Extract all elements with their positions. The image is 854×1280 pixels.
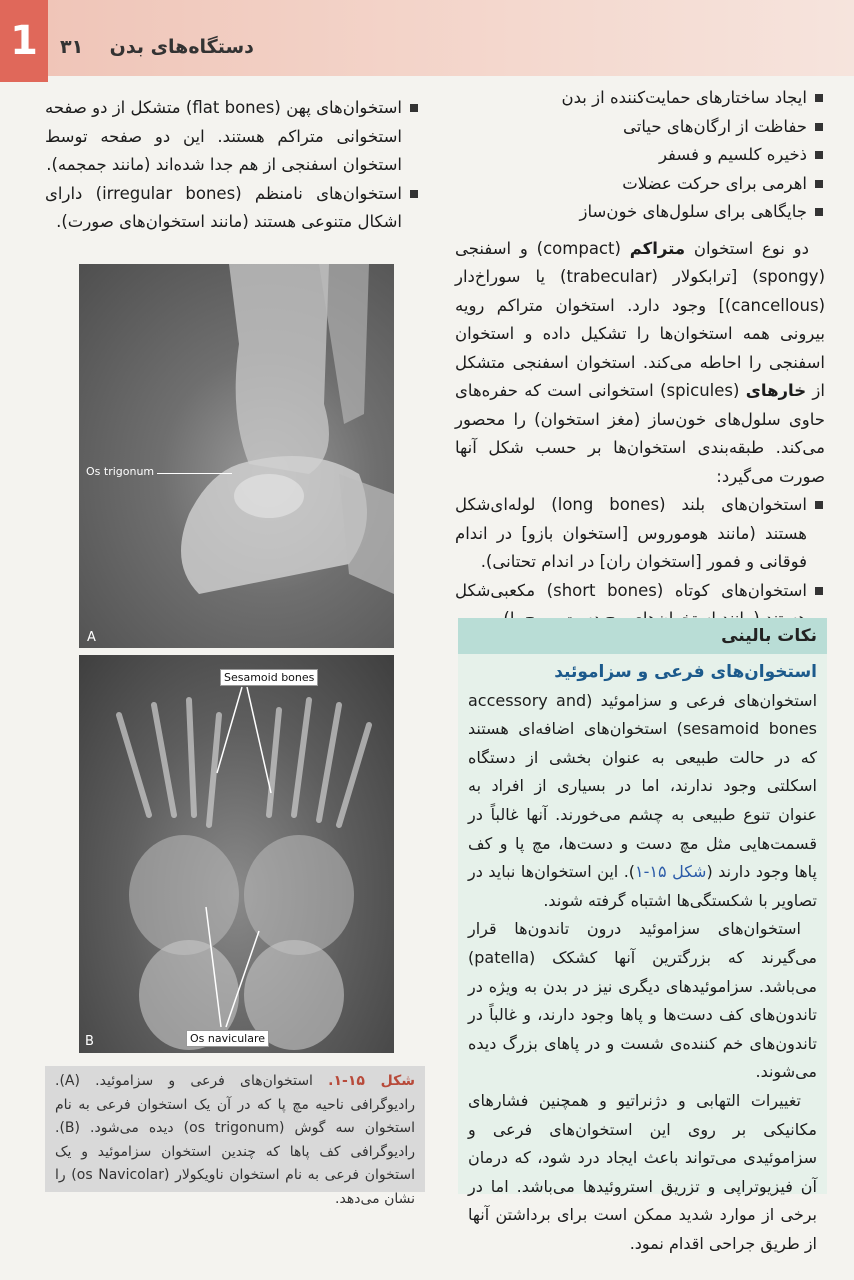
list-item: ذخیره کلسیم و فسفر: [455, 141, 825, 170]
list-item: اهرمی برای حرکت عضلات: [455, 170, 825, 199]
clinical-paragraph: [468, 687, 817, 916]
bold-term: متراکم: [629, 238, 686, 258]
running-title: [60, 36, 260, 58]
bone-shape-list: [455, 491, 825, 634]
os-trigonum-label: Os trigonum: [86, 465, 155, 478]
list-item: ایجاد ساختارهای حمایت‌کننده از بدن: [455, 84, 825, 113]
bone-shape-list-continued: [45, 94, 420, 237]
list-item: استخوان‌های بلند (long bones) لوله‌ای‌شکل هستند (مانند هوموروس [استخوان بازو] در اندام فوقانی و فمور [استخوان ران] در اندام تحتانی).: [455, 491, 825, 577]
clinical-paragraph: استخوان‌های سزاموئید درون تاندون‌ها قرار می‌گیرند که بزرگترین آنها کشکک (patella) می‌باشد. سزاموئیدهای دیگری نیز در بدن به ویژه در تاندون‌های کف دست‌ها و پاها وجود دارند، و غالباً در تاندون‌های خم کننده‌ی شست و در پاهای بزرگ دیده می‌شوند.: [468, 919, 817, 1082]
list-item: حفاظت از ارگان‌های حیاتی: [455, 113, 825, 142]
clinical-subheading: استخوان‌های فرعی و سزاموئید: [554, 662, 817, 682]
sesamoid-bones-label: Sesamoid bones: [220, 669, 318, 686]
bone-types-paragraph: [455, 235, 825, 492]
text-run: (spicules) استخوانی است که حفره‌های حاوی سلول‌های خون‌ساز (مغز استخوان) را محصور می‌کند. طبقه‌بندی استخوان‌ها بر حسب شکل آنها صورت می‌گیرد:: [455, 381, 825, 486]
left-column: [45, 94, 420, 237]
right-column: [455, 84, 825, 634]
bone-functions-list: [455, 84, 825, 227]
figure-caption: [45, 1066, 425, 1207]
list-item: استخوان‌های پهن (flat bones) متشکل از دو صفحه استخوانی متراکم هستند. این دو صفحه توسط استخوان اسفنجی از هم جدا شده‌اند (مانند جمجمه).: [45, 94, 420, 180]
page-number: ۳۱: [60, 36, 84, 58]
panel-letter: A: [87, 630, 96, 645]
ankle-bones-drawing: [79, 264, 394, 648]
xray-ankle-image: [79, 264, 394, 648]
os-naviculare-label: Os naviculare: [186, 1030, 269, 1047]
pointer-line: [157, 473, 232, 474]
caption-title: شکل ۱۵-۱.: [328, 1073, 415, 1089]
text-run: دو نوع استخوان: [685, 238, 809, 258]
text-run: (compact) و اسفنجی (spongy) [ترابکولار (trabecular) یا سوراخ‌دار (cancellous)] وجود دارد. استخوان متراکم رویه بیرونی همه استخوان‌ها را تشکیل داده و استخوان اسفنجی را احاطه می‌کند. استخوان اسفنجی متشکل از: [455, 238, 825, 400]
panel-letter: B: [85, 1034, 94, 1049]
clinical-notes-body: [458, 654, 827, 1258]
text-run: ). این استخوان‌ها نباید در تصاویر با شکستگی‌ها اشتباه گرفته شوند.: [468, 862, 817, 910]
clinical-paragraph: تغییرات التهابی و دژنراتیو و همچنین فشارهای مکانیکی بر روی این استخوان‌های فرعی و سزاموئیدی می‌تواند باعث ایجاد درد شود، که درمان آن فیزیوتراپی و تزریق استروئیدها می‌باشد. اما در برخی از موارد شدید ممکن است برای برداشتن آنها از طریق جراحی اقدام نمود.: [468, 1090, 817, 1253]
clinical-notes-box: [458, 618, 827, 1253]
text-run: استخوان‌های فرعی و سزاموئید (accessory and sesamoid bones) استخوان‌های اضافه‌ای هستند که در حالت طبیعی به عنوان بخشی از دستگاه اسکلتی وجود ندارند، اما در بسیاری از افراد به عنوان تنوع طبیعی به چشم می‌خورند. آنها غالباً در قسمت‌هایی مثل مچ دست و دست‌ها، مچ پا و کف پاها وجود دارند (: [468, 690, 818, 882]
chapter-number: 1: [0, 0, 48, 82]
chapter-title: دستگاه‌های بدن: [109, 36, 254, 58]
figure-reference-link[interactable]: شکل ۱۵-۱: [635, 862, 707, 882]
bold-term: خارهای: [745, 381, 807, 400]
list-item: استخوان‌های کوتاه (short bones) مکعبی‌شکل: [455, 577, 825, 634]
xray-feet-image: [79, 655, 394, 1053]
list-item: استخوان‌های نامنظم (irregular bones) دارای اشکال متنوعی هستند (مانند استخوان‌های صورت).: [45, 180, 420, 237]
feet-bones-drawing: [79, 655, 394, 1053]
list-item: جایگاهی برای سلول‌های خون‌ساز: [455, 198, 825, 227]
clinical-notes-heading: نکات بالینی: [458, 618, 827, 654]
caption-text: استخوان‌های فرعی و سزاموئید. (A). رادیوگرافی ناحیه مچ پا که در آن یک استخوان فرعی به نام استخوان سه گوش (os trigonum) دیده می‌شود. (B). رادیوگرافی کف پاها که چندین استخوان سزاموئید و یک استخوان فرعی به نام استخوان ناویکولار (os Navicolar) را نشان می‌دهد.: [55, 1073, 416, 1207]
